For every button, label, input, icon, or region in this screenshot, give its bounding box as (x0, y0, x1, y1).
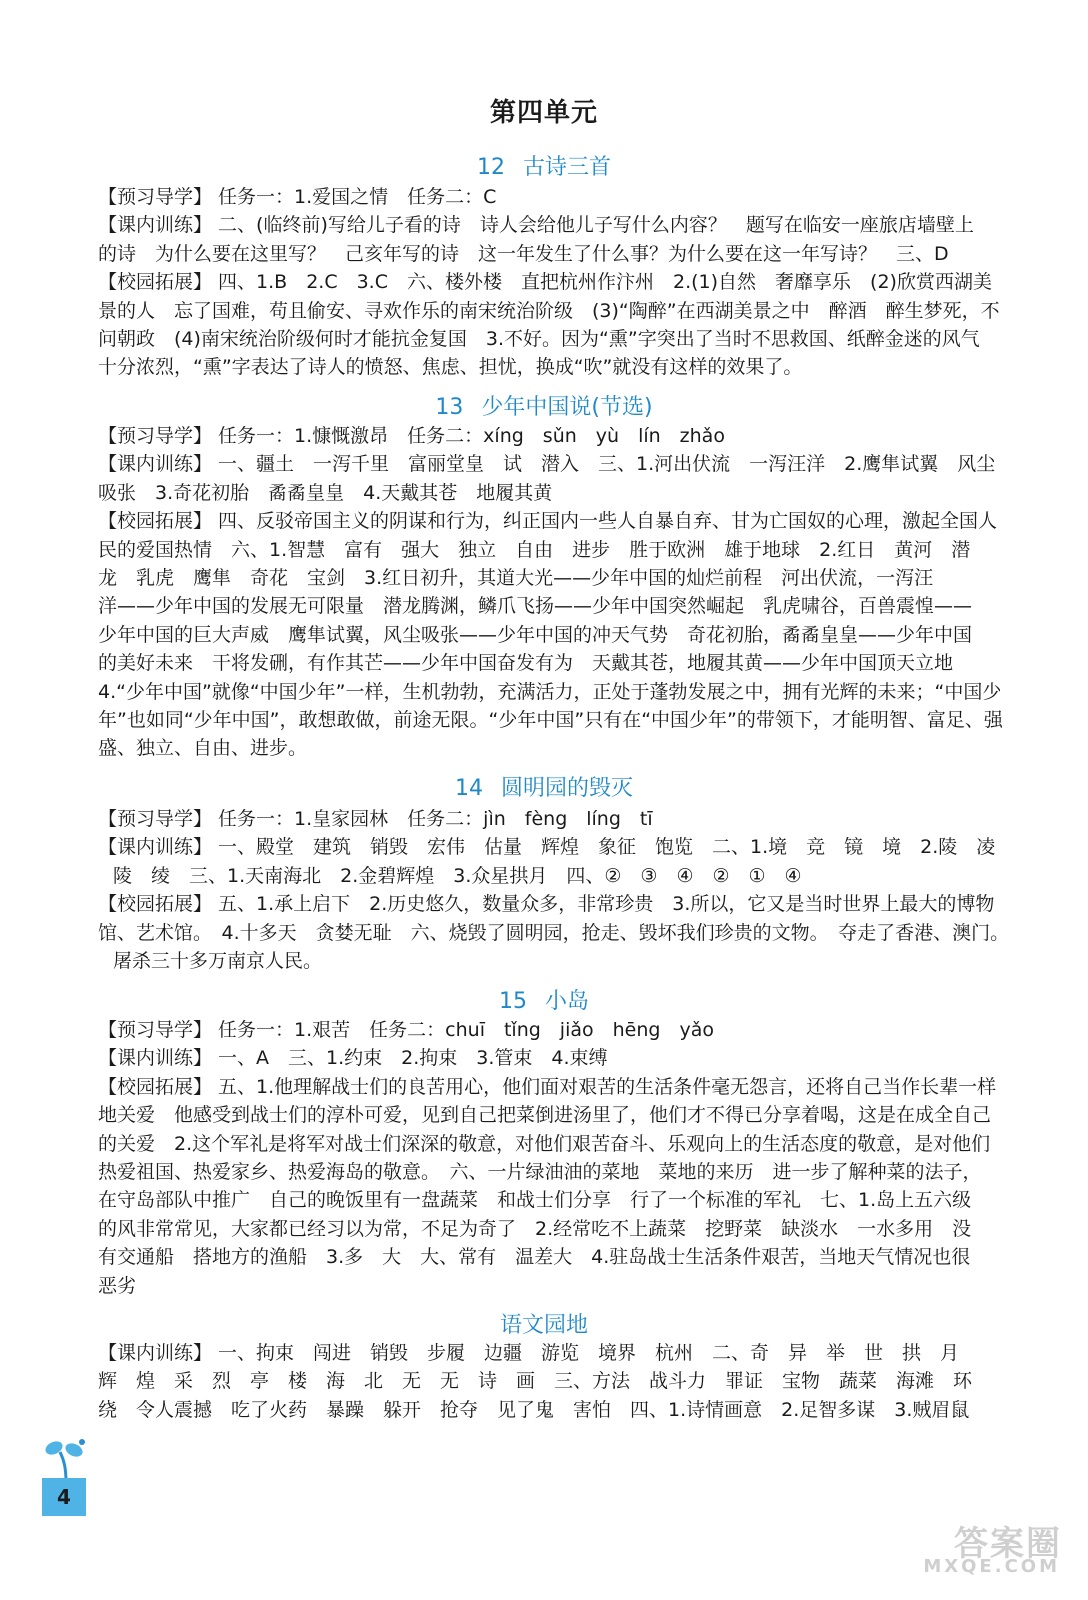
lesson-number: 13 (435, 395, 464, 420)
lesson-14-answers (98, 805, 1023, 975)
lesson-12-answers (98, 183, 1023, 382)
answer-line: 【课内训练】 二、(临终前)写给儿子看的诗 诗人会给他儿子写什么内容？ 题写在临安一座旅店墙壁上 (98, 214, 974, 237)
answer-line: 的诗 为什么要在这里写？ 己亥年写的诗 这一年发生了什么事？为什么要在这一年写诗？ 三、D (98, 242, 949, 265)
answer-line: 【预习导学】 任务一：1.皇家园林 任务二：jìn fèng líng tī (98, 808, 653, 830)
answer-line: 【校园拓展】 五、1.承上启下 2.历史悠久，数量众多，非常珍贵 3.所以，它又是当时世界上最大的博物 (98, 893, 995, 916)
answer-line: 吸张 3.奇花初胎 矞矞皇皇 4.天戴其苍 地履其黄 (98, 481, 553, 504)
lesson-13-title (0, 390, 1088, 421)
lesson-name: 古诗三首 (522, 155, 611, 180)
answer-line: 【校园拓展】 五、1.他理解战士们的良苦用心，他们面对艰苦的生活条件毫无怨言，还将自己当作长辈一样 (98, 1075, 997, 1098)
yuwen-yuandi-title (0, 1308, 1088, 1339)
answer-line: 辉 煌 采 烈 亭 楼 海 北 无 无 诗 画 三、方法 战斗力 罪证 宝物 蔬菜 海滩 环 (98, 1370, 973, 1393)
lesson-15-answers (98, 1016, 1023, 1300)
answer-line: 热爱祖国、热爱家乡、热爱海岛的敬意。 六、一片绿油油的菜地 菜地的来历 进一步了解种菜的法子， (98, 1161, 982, 1184)
lesson-number: 14 (454, 776, 483, 801)
lesson-name: 语文园地 (499, 1313, 588, 1338)
answer-line: 的关爱 2.这个军礼是将军对战士们深深的敬意，对他们艰苦奋斗、乐观向上的生活态度的敬意，是对他们 (98, 1132, 991, 1155)
lesson-number: 12 (476, 155, 505, 180)
answer-line: 龙 乳虎 鹰隼 奇花 宝剑 3.红日初升，其道大光——少年中国的灿烂前程 河出伏流，一泻汪 (98, 567, 934, 590)
answer-line: 景的人 忘了国难，苟且偷安、寻欢作乐的南宋统治阶级 (3)“陶醉”在西湖美景之中 醉酒 醉生梦死，不 (98, 299, 1000, 322)
lesson-name: 圆明园的毁灭 (500, 776, 633, 801)
answer-line: 年”也如同“少年中国”，敢想敢做，前途无限。“少年中国”只有在“中国少年”的带领下，才能明智、富足、强 (98, 709, 1003, 732)
answer-line: 的风非常常见，大家都已经习以为常，不足为奇了 2.经常吃不上蔬菜 挖野菜 缺淡水 一水多用 没 (98, 1217, 972, 1240)
answer-line: 在守岛部队中推广 自己的晚饭里有一盘蔬菜 和战士们分享 行了一个标准的军礼 七、1.岛上五六级 (98, 1189, 972, 1212)
answer-line: 4.“少年中国”就像“中国少年”一样，生机勃勃，充满活力，正处于蓬勃发展之中，拥有光辉的未来；“中国少 (98, 680, 1002, 703)
answer-line: 洋——少年中国的发展无可限量 潜龙腾渊，鳞爪飞扬——少年中国突然崛起 乳虎啸谷，百兽震惶—— (98, 595, 973, 618)
answer-line: 【课内训练】 一、拘束 闯进 销毁 步履 边疆 游览 境界 杭州 二、奇 异 举 世 拱 月 (98, 1342, 960, 1364)
answer-line: 恶劣 (98, 1274, 137, 1297)
lesson-15-title (0, 984, 1088, 1015)
yuwen-yuandi-answers (98, 1339, 1023, 1424)
answer-line: 少年中国的巨大声威 鹰隼试翼，风尘吸张——少年中国的冲天气势 奇花初胎，矞矞皇皇——少年中国 (98, 623, 973, 646)
answer-line: 民的爱国热情 六、1.智慧 富有 强大 独立 自由 进步 胜于欧洲 雄于地球 2.红日 黄河 潜 (98, 538, 971, 561)
lesson-13-answers (98, 422, 1023, 763)
answer-line: 【校园拓展】 四、反驳帝国主义的阴谋和行为，纠正国内一些人自暴自弃、甘为亡国奴的心理，激起全国人 (98, 510, 998, 533)
watermark (868, 1516, 1068, 1582)
lesson-name: 小岛 (544, 989, 589, 1014)
answer-line: 【预习导学】 任务一：1.爱国之情 任务二：C (98, 186, 497, 208)
answer-line: 绕 令人震撼 吃了火药 暴躁 躲开 抢夺 见了鬼 害怕 四、1.诗情画意 2.足智多谋 3.贼眉鼠 (98, 1398, 970, 1421)
answer-line: 【课内训练】 一、A 三、1.约束 2.拘束 3.管束 4.束缚 (98, 1047, 608, 1070)
unit-title: 第四单元 (489, 98, 598, 128)
answer-line: 有交通船 搭地方的渔船 3.多 大 大、常有 温差大 4.驻岛战士生活条件艰苦，当地天气情况也很 (98, 1246, 971, 1269)
answer-line: 【校园拓展】 四、1.B 2.C 3.C 六、楼外楼 直把杭州作汴州 2.(1)自然 奢靡享乐 (2)欣赏西湖美 (98, 271, 992, 294)
lesson-number: 15 (498, 989, 527, 1014)
answer-line: 屠杀三十多万南京人民。 (113, 950, 323, 973)
page-number: 4 (42, 1478, 86, 1516)
answer-line: 地关爱 他感受到战士们的淳朴可爱，见到自己把菜倒进汤里了，他们才不得已分享着喝，这是在成全自己 (98, 1104, 992, 1127)
answer-line: 【课内训练】 一、殿堂 建筑 销毁 宏伟 估量 辉煌 象征 饱览 二、1.境 竞 镜 境 2.陵 凌 (98, 836, 996, 859)
answer-line: 【预习导学】 任务一：1.艰苦 任务二：chuī tǐng jiǎo hēng yǎo (98, 1019, 714, 1041)
answer-line: 【预习导学】 任务一：1.慷慨激昂 任务二：xíng sǔn yù lín zhǎo (98, 425, 725, 447)
lesson-name: 少年中国说(节选) (481, 395, 653, 420)
answer-line: 馆、艺术馆。 4.十多天 贪婪无耻 六、烧毁了圆明园，抢走、毁坏我们珍贵的文物。 夺走了香港、澳门。 (98, 921, 1010, 944)
lesson-12-title (0, 150, 1088, 181)
answer-line: 的美好未来 干将发硎，有作其芒——少年中国奋发有为 天戴其苍，地履其黄——少年中国顶天立地 (98, 652, 954, 675)
answer-line: 问朝政 (4)南宋统治阶级何时才能抗金复国 3.不好。因为“熏”字突出了当时不思救国、纸醉金迷的风气 (98, 328, 980, 351)
lesson-14-title (0, 771, 1088, 802)
answer-line: 陵 绫 三、1.天南海北 2.金碧辉煌 3.众星拱月 四、② ③ ④ ② ① ④ (113, 864, 802, 887)
answer-line: 十分浓烈，“熏”字表达了诗人的愤怒、焦虑、担忧，换成“吹”就没有这样的效果了。 (98, 356, 803, 379)
watermark-url: MXQE.COM (923, 1556, 1060, 1577)
answer-line: 【课内训练】 一、疆土 一泻千里 富丽堂皇 试 潜入 三、1.河出伏流 一泻汪洋 2.鹰隼试翼 风尘 (98, 453, 996, 476)
watermark-text: 答案圈 (954, 1524, 1062, 1564)
sprout-icon (40, 1438, 92, 1482)
answer-line: 盛、独立、自由、进步。 (98, 737, 308, 760)
